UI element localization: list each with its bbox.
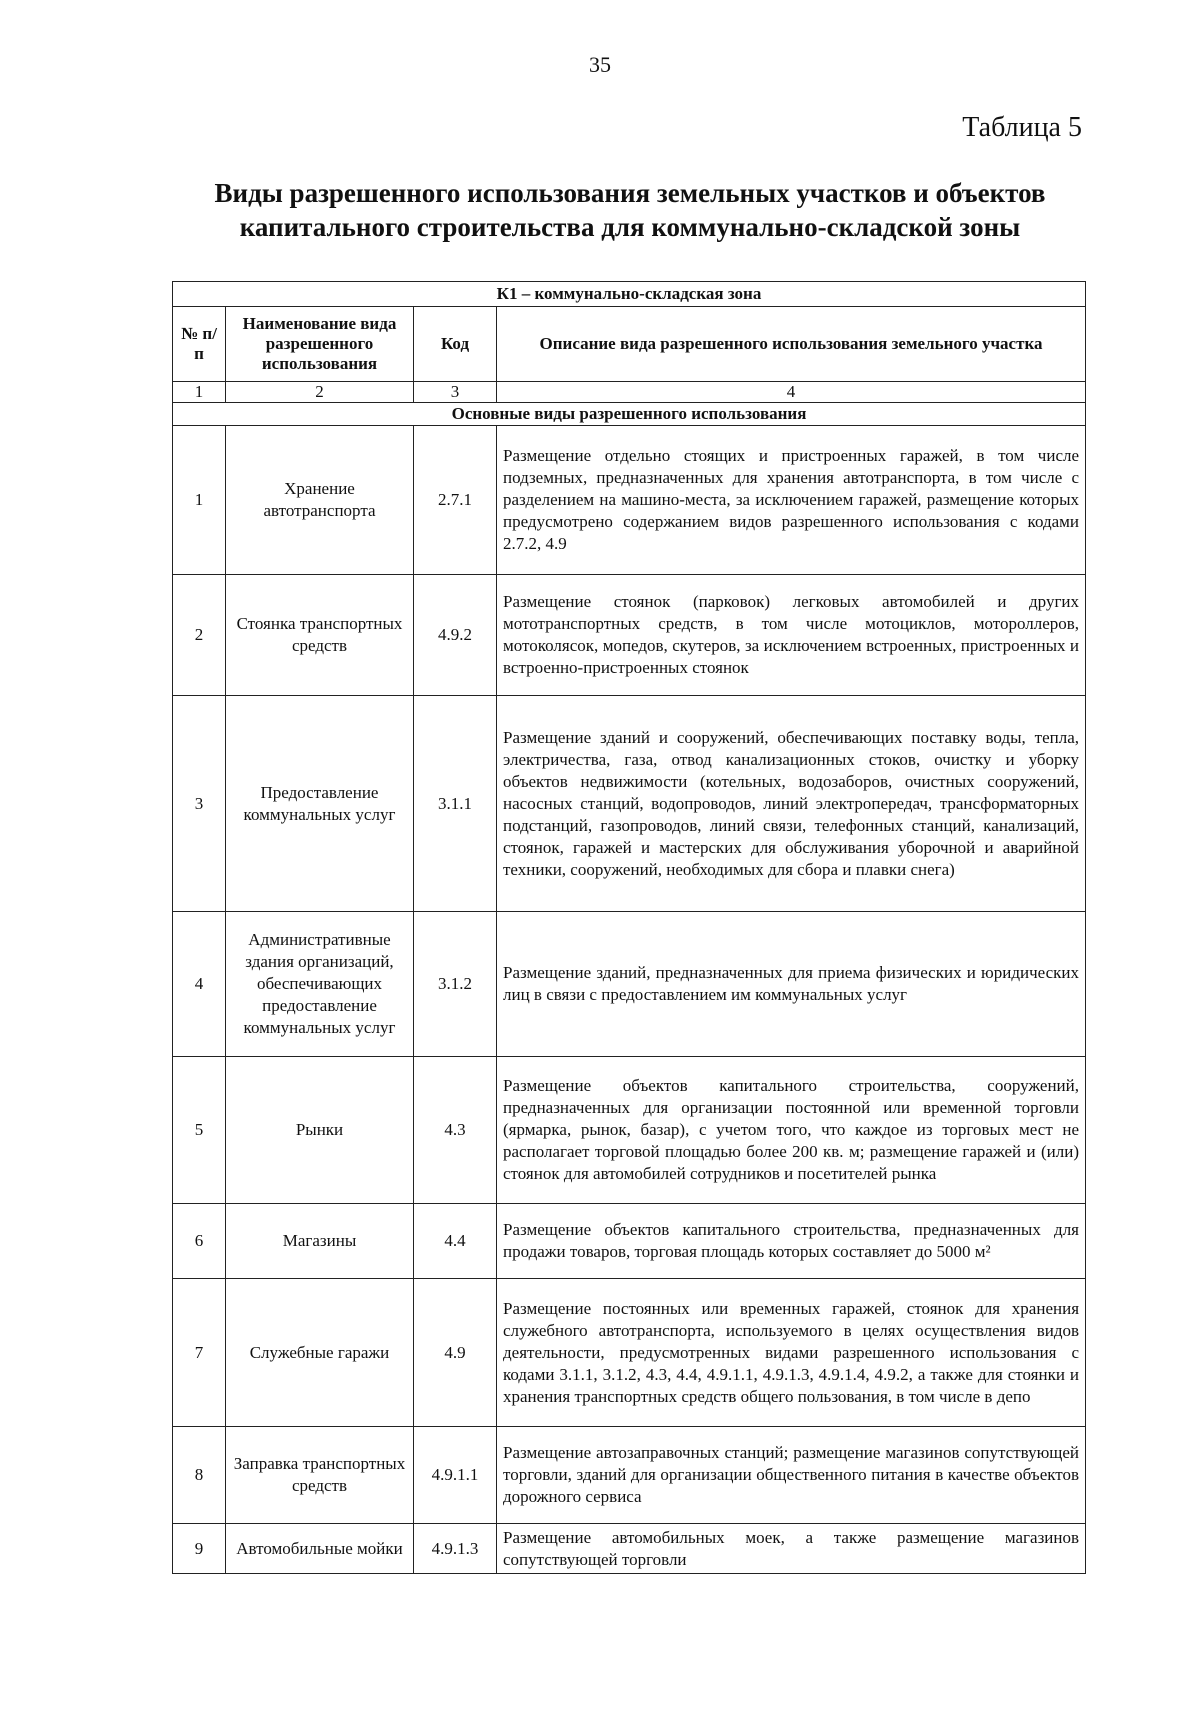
column-number-row (173, 382, 1086, 403)
use-code: 4.9.1.3 (414, 1524, 497, 1574)
zone-header-row (173, 282, 1086, 307)
use-name: Стоянка транспортных средств (226, 575, 414, 696)
table-row (173, 912, 1086, 1057)
use-name: Заправка транспортных средств (226, 1427, 414, 1524)
use-description: Размещение объектов капитального строительства, сооружений, предназначенных для организации постоянной или временной торговли (ярмарка, рынок, базар), с учетом того, что каждое из торговых мест не располагает торговой площадью более 200 кв. м; размещение гаражей и (или) стоянок для автомобилей сотрудников и посетителей рынка (497, 1057, 1086, 1204)
header-num: № п/п (173, 307, 226, 382)
use-description: Размещение постоянных или временных гаражей, стоянок для хранения служебного автотранспорта, используемого в целях осуществления видов деятельности, предусмотренных видами разрешенного использования с кодами 3.1.1, 3.1.2, 4.3, 4.4, 4.9.1.1, 4.9.1.3, 4.9.1.4, 4.9.2, а также для стоянки и хранения транспортных средств общего пользования, в том числе в депо (497, 1279, 1086, 1427)
column-header-row (173, 307, 1086, 382)
land-use-table (172, 281, 1086, 1574)
table-row (173, 1057, 1086, 1204)
column-number: 4 (497, 382, 1086, 403)
use-code: 2.7.1 (414, 426, 497, 575)
column-number: 2 (226, 382, 414, 403)
table-row (173, 1427, 1086, 1524)
row-number: 7 (173, 1279, 226, 1427)
title-line-1: Виды разрешенного использования земельных участков и объектов (214, 178, 1046, 208)
header-name: Наименование вида разрешенного использования (226, 307, 414, 382)
use-code: 3.1.2 (414, 912, 497, 1057)
row-number: 8 (173, 1427, 226, 1524)
use-code: 4.4 (414, 1204, 497, 1279)
use-code: 4.9.1.1 (414, 1427, 497, 1524)
document-title (60, 176, 1200, 244)
row-number: 2 (173, 575, 226, 696)
table-label: Таблица 5 (962, 112, 1082, 143)
table-row (173, 1524, 1086, 1574)
use-description: Размещение автозаправочных станций; размещение магазинов сопутствующей торговли, зданий для организации общественного питания в качестве объектов дорожного сервиса (497, 1427, 1086, 1524)
use-description: Размещение объектов капитального строительства, предназначенных для продажи товаров, торговая площадь которых составляет до 5000 м² (497, 1204, 1086, 1279)
table-row (173, 575, 1086, 696)
use-code: 4.9 (414, 1279, 497, 1427)
use-name: Административные здания организаций, обеспечивающих предоставление коммунальных услуг (226, 912, 414, 1057)
page-number: 35 (589, 52, 611, 77)
section-header: Основные виды разрешенного использования (173, 403, 1086, 426)
header-code: Код (414, 307, 497, 382)
row-number: 3 (173, 696, 226, 912)
use-name: Магазины (226, 1204, 414, 1279)
use-description: Размещение стоянок (парковок) легковых автомобилей и других мототранспортных средств, в том числе мотоциклов, мотороллеров, мотоколясок, мопедов, скутеров, за исключением встроенных, пристроенных и встроенно-пристроенных стоянок (497, 575, 1086, 696)
use-description: Размещение автомобильных моек, а также размещение магазинов сопутствующей торговли (497, 1524, 1086, 1574)
table-row (173, 426, 1086, 575)
row-number: 9 (173, 1524, 226, 1574)
use-code: 4.9.2 (414, 575, 497, 696)
column-number: 1 (173, 382, 226, 403)
use-name: Хранение автотранспорта (226, 426, 414, 575)
table-row (173, 696, 1086, 912)
use-description: Размещение зданий, предназначенных для приема физических и юридических лиц в связи с предоставлением им коммунальных услуг (497, 912, 1086, 1057)
use-description: Размещение зданий и сооружений, обеспечивающих поставку воды, тепла, электричества, газа, отвод канализационных стоков, очистку и уборку объектов недвижимости (котельных, водозаборов, очистных сооружений, насосных станций, водопроводов, линий электропередач, трансформаторных подстанций, газопроводов, линий связи, телефонных станций, канализаций, стоянок, гаражей и мастерских для обслуживания уборочной и аварийной техники, сооружений, необходимых для сбора и плавки снега) (497, 696, 1086, 912)
table-row (173, 1204, 1086, 1279)
row-number: 5 (173, 1057, 226, 1204)
use-code: 3.1.1 (414, 696, 497, 912)
header-description: Описание вида разрешенного использования земельного участка (497, 307, 1086, 382)
use-name: Предоставление коммунальных услуг (226, 696, 414, 912)
use-name: Автомобильные мойки (226, 1524, 414, 1574)
column-number: 3 (414, 382, 497, 403)
zone-header: К1 – коммунально-складская зона (173, 282, 1086, 307)
use-description: Размещение отдельно стоящих и пристроенных гаражей, в том числе подземных, предназначенных для хранения автотранспорта, в том числе с разделением на машино-места, за исключением гаражей, размещение которых предусмотрено содержанием видов разрешенного использования с кодами 2.7.2, 4.9 (497, 426, 1086, 575)
use-name: Служебные гаражи (226, 1279, 414, 1427)
title-line-2: капитального строительства для коммунально-складской зоны (239, 212, 1021, 242)
use-name: Рынки (226, 1057, 414, 1204)
row-number: 4 (173, 912, 226, 1057)
table-row (173, 1279, 1086, 1427)
use-code: 4.3 (414, 1057, 497, 1204)
section-header-row (173, 403, 1086, 426)
row-number: 1 (173, 426, 226, 575)
row-number: 6 (173, 1204, 226, 1279)
